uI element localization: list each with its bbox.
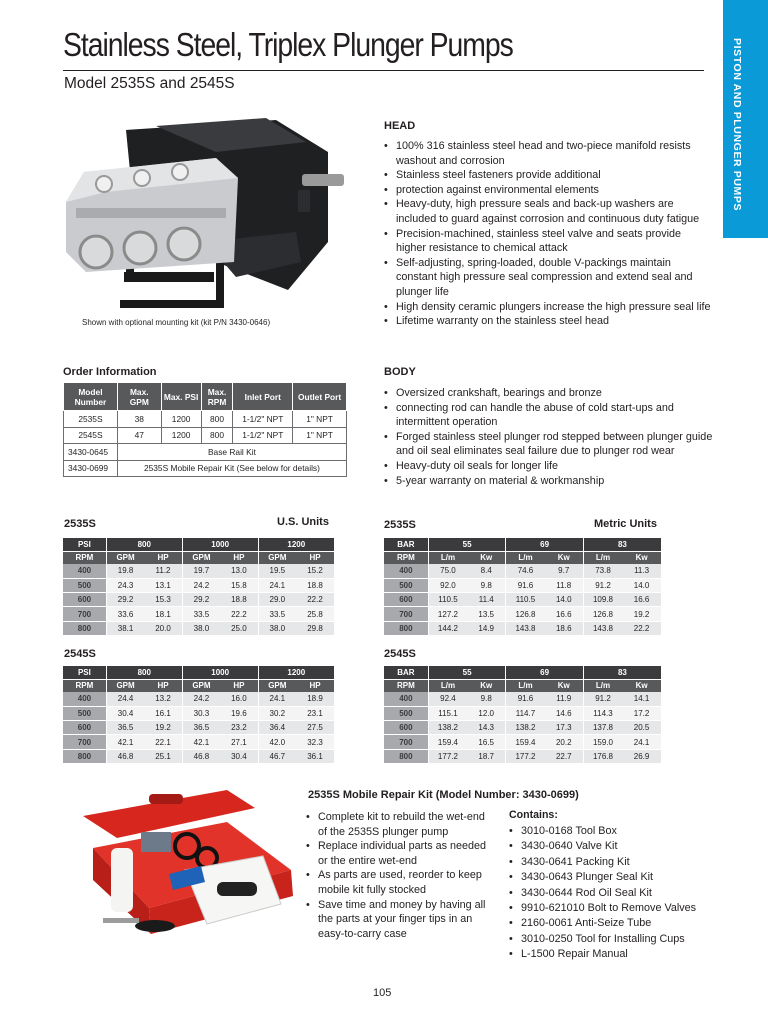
table-row (384, 621, 661, 635)
table-header-row (63, 551, 334, 564)
column-header: BAR (384, 538, 428, 551)
repair-kit-heading: 2535S Mobile Repair Kit (Model Number: 3430-0699) (308, 789, 579, 801)
table-cell: 46.8 (106, 749, 144, 763)
table-cell: 73.8 (583, 564, 622, 578)
column-header: BAR (384, 666, 428, 679)
column-header: Kw (467, 551, 506, 564)
table-cell: 1" NPT (293, 427, 347, 444)
list-item: • 3430-0641 Packing Kit (509, 855, 719, 870)
list-item: • Precision-machined, stainless steel valve and seats provide higher resistance to chemical attack (384, 227, 714, 256)
table-header-row (64, 383, 347, 411)
table-cell: 18.7 (467, 749, 506, 763)
list-item: • Heavy-duty oil seals for longer life (384, 459, 714, 474)
table-cell: 177.2 (428, 749, 467, 763)
list-item: • Stainless steel fasteners provide additional (384, 168, 714, 183)
table-row (64, 460, 347, 477)
table-cell: 800 (384, 621, 428, 635)
table-cell: 30.3 (182, 706, 220, 720)
table-cell: 114.3 (583, 706, 622, 720)
table-cell: 14.9 (467, 621, 506, 635)
table-cell: 700 (384, 735, 428, 749)
table-cell: 25.0 (220, 621, 258, 635)
column-header: Model Number (64, 383, 118, 411)
list-item: • Lifetime warranty on the stainless steel head (384, 314, 714, 329)
table-group-row (384, 666, 661, 679)
column-header: GPM (182, 679, 220, 692)
table-cell: 20.5 (622, 721, 661, 735)
metric-2535s-table (384, 538, 661, 636)
table-cell: 13.5 (467, 607, 506, 621)
table-cell: 8.4 (467, 564, 506, 578)
table-cell: 25.1 (144, 749, 182, 763)
list-item: • Complete kit to rebuild the wet-end of the 2535S plunger pump (306, 810, 496, 839)
us-2545s-table (63, 666, 334, 764)
metric-2545s-table (384, 666, 661, 764)
column-header: RPM (63, 551, 106, 564)
table-cell: 159.4 (506, 735, 545, 749)
table-cell: 92.4 (428, 692, 467, 706)
table-row (384, 578, 661, 592)
page-subtitle: Model 2535S and 2545S (64, 75, 235, 92)
table-cell: 137.8 (583, 721, 622, 735)
table-row (384, 749, 661, 763)
table-cell: 600 (384, 593, 428, 607)
page-title: Stainless Steel, Triplex Plunger Pumps (63, 26, 513, 63)
table-cell: 9.8 (467, 578, 506, 592)
table-cell: 114.7 (506, 706, 545, 720)
table-row (63, 607, 334, 621)
table-cell: 18.8 (220, 593, 258, 607)
table-cell: 14.0 (545, 593, 584, 607)
table-row (64, 411, 347, 428)
table-cell: 109.8 (583, 593, 622, 607)
repair-kit-bullets (306, 810, 496, 941)
table-cell: 29.0 (258, 593, 296, 607)
column-header: RPM (384, 679, 428, 692)
table-cell: 11.3 (622, 564, 661, 578)
column-header: HP (296, 551, 334, 564)
table-cell: 26.9 (622, 749, 661, 763)
column-header: Max. GPM (117, 383, 161, 411)
column-header: Kw (545, 679, 584, 692)
order-info-table (63, 382, 347, 477)
list-item: • Forged stainless steel plunger rod stepped between plunger guide and oil seal eliminates seal failure due to plunger rod wear (384, 430, 714, 459)
list-item: • Heavy-duty, high pressure seals and back-up washers are included to guard against corrosion and continuous duty fatigue (384, 197, 714, 226)
table-cell: 23.1 (296, 706, 334, 720)
table-cell: 32.3 (296, 735, 334, 749)
table-cell: 46.7 (258, 749, 296, 763)
table-cell: 22.7 (545, 749, 584, 763)
head-heading: HEAD (384, 120, 416, 132)
table-row (63, 721, 334, 735)
table-cell: 143.8 (506, 621, 545, 635)
list-item: • 3010-0250 Tool for Installing Cups (509, 932, 719, 947)
table-cell: 30.4 (106, 706, 144, 720)
table-cell: 159.4 (428, 735, 467, 749)
column-header: Kw (622, 679, 661, 692)
table-cell: 22.1 (144, 735, 182, 749)
column-group-header: 83 (583, 538, 661, 551)
table-cell: 500 (384, 578, 428, 592)
list-item: • 5-year warranty on material & workmanship (384, 474, 714, 489)
table-cell: 14.1 (622, 692, 661, 706)
section-tab (723, 0, 768, 238)
table-row (63, 621, 334, 635)
column-header: Inlet Port (233, 383, 293, 411)
table-cell: 800 (63, 749, 106, 763)
table-row (384, 564, 661, 578)
table-cell: 42.0 (258, 735, 296, 749)
list-item: • Oversized crankshaft, bearings and bronze (384, 386, 714, 401)
table-cell: 91.2 (583, 578, 622, 592)
column-header: Outlet Port (293, 383, 347, 411)
table-cell: 110.5 (506, 593, 545, 607)
list-item: • Replace individual parts as needed or the entire wet-end (306, 839, 496, 868)
table-row (63, 735, 334, 749)
table-cell: 138.2 (428, 721, 467, 735)
table-cell: 9.7 (545, 564, 584, 578)
table-cell: 18.9 (296, 692, 334, 706)
table-row (63, 564, 334, 578)
table-cell: 42.1 (106, 735, 144, 749)
column-header: L/m (583, 551, 622, 564)
table-cell: 800 (63, 621, 106, 635)
table-cell: 25.8 (296, 607, 334, 621)
table-cell: 24.4 (106, 692, 144, 706)
table-cell: 159.0 (583, 735, 622, 749)
column-header: PSI (63, 538, 106, 551)
table-cell: 22.2 (622, 621, 661, 635)
column-header: L/m (428, 679, 467, 692)
column-group-header: 55 (428, 538, 506, 551)
table-cell: 2535S Mobile Repair Kit (See below for details) (117, 460, 346, 477)
table-cell: 176.8 (583, 749, 622, 763)
table-cell: 126.8 (506, 607, 545, 621)
table-cell: 29.8 (296, 621, 334, 635)
column-group-header: 1200 (258, 666, 334, 679)
table-cell: 600 (63, 721, 106, 735)
table-cell: 27.1 (220, 735, 258, 749)
table-cell: 14.0 (622, 578, 661, 592)
table-row (384, 735, 661, 749)
list-item: • 100% 316 stainless steel head and two-piece manifold resists washout and corrosion (384, 139, 714, 168)
contains-list (509, 824, 719, 963)
table-cell: 15.8 (220, 578, 258, 592)
column-header: GPM (106, 551, 144, 564)
table-cell: 2535S (64, 411, 118, 428)
table-row (384, 593, 661, 607)
table-row (384, 692, 661, 706)
column-header: Max. PSI (161, 383, 201, 411)
metric-2535s-label: 2535S (384, 519, 416, 531)
column-group-header: 55 (428, 666, 506, 679)
column-group-header: 800 (106, 666, 182, 679)
table-cell: 126.8 (583, 607, 622, 621)
table-cell: 22.2 (220, 607, 258, 621)
table-row (384, 706, 661, 720)
column-header: Max. RPM (201, 383, 233, 411)
list-item: • High density ceramic plungers increase the high pressure seal life (384, 300, 714, 315)
table-cell: 11.4 (467, 593, 506, 607)
table-cell: 400 (63, 564, 106, 578)
table-cell: 36.5 (182, 721, 220, 735)
table-cell: 600 (63, 593, 106, 607)
table-cell: 24.1 (622, 735, 661, 749)
table-row (64, 427, 347, 444)
table-group-row (384, 538, 661, 551)
table-cell: 1200 (161, 411, 201, 428)
list-item: • 3010-0168 Tool Box (509, 824, 719, 839)
pump-image (66, 112, 358, 312)
table-cell: 700 (63, 607, 106, 621)
table-cell: 16.6 (622, 593, 661, 607)
table-cell: 1" NPT (293, 411, 347, 428)
table-cell: 19.6 (220, 706, 258, 720)
table-cell: 38.1 (106, 621, 144, 635)
table-row (63, 692, 334, 706)
column-group-header: 1000 (182, 538, 258, 551)
table-group-row (63, 666, 334, 679)
table-cell: 23.2 (220, 721, 258, 735)
table-cell: 38 (117, 411, 161, 428)
column-group-header: 83 (583, 666, 661, 679)
table-cell: 1200 (161, 427, 201, 444)
table-cell: 400 (63, 692, 106, 706)
table-cell: 16.5 (467, 735, 506, 749)
table-cell: 33.5 (182, 607, 220, 621)
table-cell: 29.2 (182, 593, 220, 607)
column-group-header: 69 (506, 666, 584, 679)
table-cell: 47 (117, 427, 161, 444)
table-cell: 600 (384, 721, 428, 735)
list-item: • 2160-0061 Anti-Seize Tube (509, 916, 719, 931)
repair-kit-image (77, 786, 295, 946)
list-item: • 3430-0644 Rod Oil Seal Kit (509, 886, 719, 901)
table-cell: 800 (384, 749, 428, 763)
table-cell: 38.0 (182, 621, 220, 635)
table-header-row (384, 679, 661, 692)
table-cell: 1-1/2" NPT (233, 411, 293, 428)
order-info-title: Order Information (63, 366, 157, 378)
table-cell: 18.8 (296, 578, 334, 592)
table-cell: 29.2 (106, 593, 144, 607)
table-cell: 127.2 (428, 607, 467, 621)
column-header: L/m (506, 551, 545, 564)
table-cell: 16.0 (220, 692, 258, 706)
table-header-row (63, 679, 334, 692)
column-header: PSI (63, 666, 106, 679)
column-group-header: 1000 (182, 666, 258, 679)
table-cell: 74.6 (506, 564, 545, 578)
table-cell: 18.1 (144, 607, 182, 621)
table-cell: 46.8 (182, 749, 220, 763)
table-header-row (384, 551, 661, 564)
table-cell: 30.4 (220, 749, 258, 763)
column-header: HP (144, 551, 182, 564)
table-cell: 24.3 (106, 578, 144, 592)
table-cell: 11.8 (545, 578, 584, 592)
table-cell: 24.2 (182, 692, 220, 706)
table-cell: 18.6 (545, 621, 584, 635)
table-cell: 36.5 (106, 721, 144, 735)
column-header: HP (296, 679, 334, 692)
page-number: 105 (373, 987, 392, 999)
table-group-row (63, 538, 334, 551)
table-cell: 3430-0645 (64, 444, 118, 461)
column-header: Kw (467, 679, 506, 692)
image-caption: Shown with optional mounting kit (kit P/N 3430-0646) (82, 318, 271, 327)
table-cell: 177.2 (506, 749, 545, 763)
table-cell: 500 (63, 578, 106, 592)
title-rule (63, 70, 704, 71)
column-header: GPM (182, 551, 220, 564)
metric-units-label: Metric Units (594, 518, 657, 530)
table-cell: 12.0 (467, 706, 506, 720)
table-cell: 19.5 (258, 564, 296, 578)
table-cell: 33.6 (106, 607, 144, 621)
table-cell: 9.8 (467, 692, 506, 706)
metric-2545s-label: 2545S (384, 648, 416, 660)
column-header: RPM (63, 679, 106, 692)
table-cell: 30.2 (258, 706, 296, 720)
body-bullets (384, 386, 714, 488)
column-header: RPM (384, 551, 428, 564)
table-cell: 33.5 (258, 607, 296, 621)
table-cell: 13.0 (220, 564, 258, 578)
table-cell: 42.1 (182, 735, 220, 749)
us-2545s-label: 2545S (64, 648, 96, 660)
table-row (384, 721, 661, 735)
table-cell: 91.6 (506, 692, 545, 706)
table-cell: Base Rail Kit (117, 444, 346, 461)
list-item: • 9910-621010 Bolt to Remove Valves (509, 901, 719, 916)
contains-label: Contains: (509, 809, 558, 821)
table-cell: 19.2 (622, 607, 661, 621)
table-cell: 22.2 (296, 593, 334, 607)
column-group-header: 1200 (258, 538, 334, 551)
table-cell: 15.2 (296, 564, 334, 578)
table-cell: 14.3 (467, 721, 506, 735)
table-cell: 24.2 (182, 578, 220, 592)
table-cell: 19.7 (182, 564, 220, 578)
table-cell: 3430-0699 (64, 460, 118, 477)
table-cell: 11.2 (144, 564, 182, 578)
column-header: GPM (258, 679, 296, 692)
us-2535s-label: 2535S (64, 518, 96, 530)
column-header: L/m (428, 551, 467, 564)
table-cell: 36.1 (296, 749, 334, 763)
list-item: • Save time and money by having all the parts at your finger tips in an easy-to-carry case (306, 898, 496, 942)
list-item: • 3430-0643 Plunger Seal Kit (509, 870, 719, 885)
table-cell: 700 (63, 735, 106, 749)
table-cell: 800 (201, 427, 233, 444)
table-cell: 19.8 (106, 564, 144, 578)
column-header: HP (144, 679, 182, 692)
table-cell: 16.6 (545, 607, 584, 621)
table-cell: 16.1 (144, 706, 182, 720)
table-row (63, 593, 334, 607)
table-cell: 115.1 (428, 706, 467, 720)
table-cell: 1-1/2" NPT (233, 427, 293, 444)
table-cell: 27.5 (296, 721, 334, 735)
table-cell: 38.0 (258, 621, 296, 635)
column-header: Kw (545, 551, 584, 564)
section-tab-label: PISTON AND PLUNGER PUMPS (731, 38, 743, 212)
table-row (63, 706, 334, 720)
list-item: • L-1500 Repair Manual (509, 947, 719, 962)
table-cell: 14.6 (545, 706, 584, 720)
list-item: • protection against environmental elements (384, 183, 714, 198)
column-group-header: 800 (106, 538, 182, 551)
table-cell: 138.2 (506, 721, 545, 735)
table-cell: 15.3 (144, 593, 182, 607)
table-cell: 500 (384, 706, 428, 720)
table-cell: 20.2 (545, 735, 584, 749)
table-row (63, 749, 334, 763)
table-cell: 2545S (64, 427, 118, 444)
list-item: • connecting rod can handle the abuse of cold start-ups and intermittent operation (384, 401, 714, 430)
table-cell: 143.8 (583, 621, 622, 635)
table-row (63, 578, 334, 592)
table-cell: 500 (63, 706, 106, 720)
list-item: • As parts are used, reorder to keep mobile kit fully stocked (306, 868, 496, 897)
list-item: • Self-adjusting, spring-loaded, double V-packings maintain constant high pressure seal compression and extend seal and plunger life (384, 256, 714, 300)
column-header: HP (220, 679, 258, 692)
table-cell: 92.0 (428, 578, 467, 592)
table-cell: 19.2 (144, 721, 182, 735)
body-heading: BODY (384, 366, 416, 378)
table-cell: 13.2 (144, 692, 182, 706)
table-cell: 36.4 (258, 721, 296, 735)
table-cell: 700 (384, 607, 428, 621)
table-cell: 24.1 (258, 578, 296, 592)
table-cell: 75.0 (428, 564, 467, 578)
table-cell: 13.1 (144, 578, 182, 592)
table-cell: 24.1 (258, 692, 296, 706)
table-cell: 20.0 (144, 621, 182, 635)
table-cell: 17.3 (545, 721, 584, 735)
table-row (384, 607, 661, 621)
column-header: HP (220, 551, 258, 564)
table-cell: 110.5 (428, 593, 467, 607)
us-units-label: U.S. Units (277, 516, 329, 528)
column-header: GPM (258, 551, 296, 564)
table-cell: 17.2 (622, 706, 661, 720)
column-group-header: 69 (506, 538, 584, 551)
table-cell: 11.9 (545, 692, 584, 706)
table-cell: 400 (384, 692, 428, 706)
column-header: GPM (106, 679, 144, 692)
head-bullets (384, 139, 714, 329)
us-2535s-table (63, 538, 334, 636)
table-cell: 91.6 (506, 578, 545, 592)
table-row (64, 444, 347, 461)
list-item: • 3430-0640 Valve Kit (509, 839, 719, 854)
column-header: L/m (506, 679, 545, 692)
column-header: Kw (622, 551, 661, 564)
table-cell: 144.2 (428, 621, 467, 635)
table-cell: 400 (384, 564, 428, 578)
column-header: L/m (583, 679, 622, 692)
table-cell: 800 (201, 411, 233, 428)
table-cell: 91.2 (583, 692, 622, 706)
